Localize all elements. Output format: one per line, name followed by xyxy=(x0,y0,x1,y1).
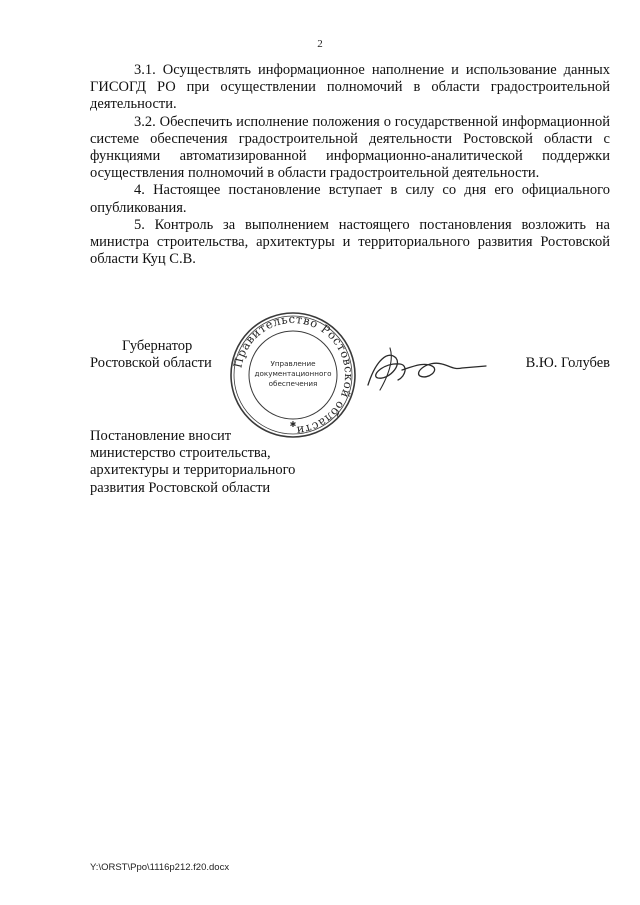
submitter-line-1: Постановление вносит xyxy=(90,428,232,444)
seal-inner-line-1: Управление xyxy=(270,359,316,368)
footer-file-path: Y:\ORST\Ppo\1116p212.f20.docx xyxy=(90,862,230,873)
seal-outer-text: Правительство Ростовской области xyxy=(230,311,357,439)
governor-title xyxy=(90,338,212,372)
official-seal-icon xyxy=(228,310,358,440)
seal-star-icon: ✱ xyxy=(289,420,297,429)
governor-title-line1: Губернатор xyxy=(122,338,193,354)
submitter-block xyxy=(90,428,390,497)
paragraph-3-1: 3.1. Осуществлять информационное наполнение и использование данных ГИСОГД РО при осуществлении полномочий в области градостроительной деятельности. xyxy=(90,62,610,113)
submitter-line-4: развития Ростовской области xyxy=(90,479,271,496)
governor-name: В.Ю. Голубев xyxy=(525,355,610,371)
seal-inner-line-2: документационного xyxy=(254,369,332,378)
paragraph-5: 5. Контроль за выполнением настоящего постановления возложить на министра строительства, архитектуры и территориального развития Ростовской области Куц С.В. xyxy=(90,216,610,268)
submitter-line-2: министерство строительства, xyxy=(90,445,271,462)
handwritten-signature-icon xyxy=(358,340,498,400)
page-number: 2 xyxy=(317,38,323,50)
governor-title-line2: Ростовской области xyxy=(90,355,212,372)
document-body xyxy=(90,62,610,268)
paragraph-4: 4. Настоящее постановление вступает в силу со дня его официального опубликования. xyxy=(90,182,610,216)
seal-inner-line-3: обеспечения xyxy=(268,379,318,388)
submitter-line-3: архитектуры и территориального xyxy=(90,462,296,479)
paragraph-3-2: 3.2. Обеспечить исполнение положения о государственной информационной системе обеспечения градостроительной деятельности Ростовской области с функциями автоматизированной информационно-аналитической поддержки осуществления полномочий в области градостроительной деятельности. xyxy=(90,113,610,182)
